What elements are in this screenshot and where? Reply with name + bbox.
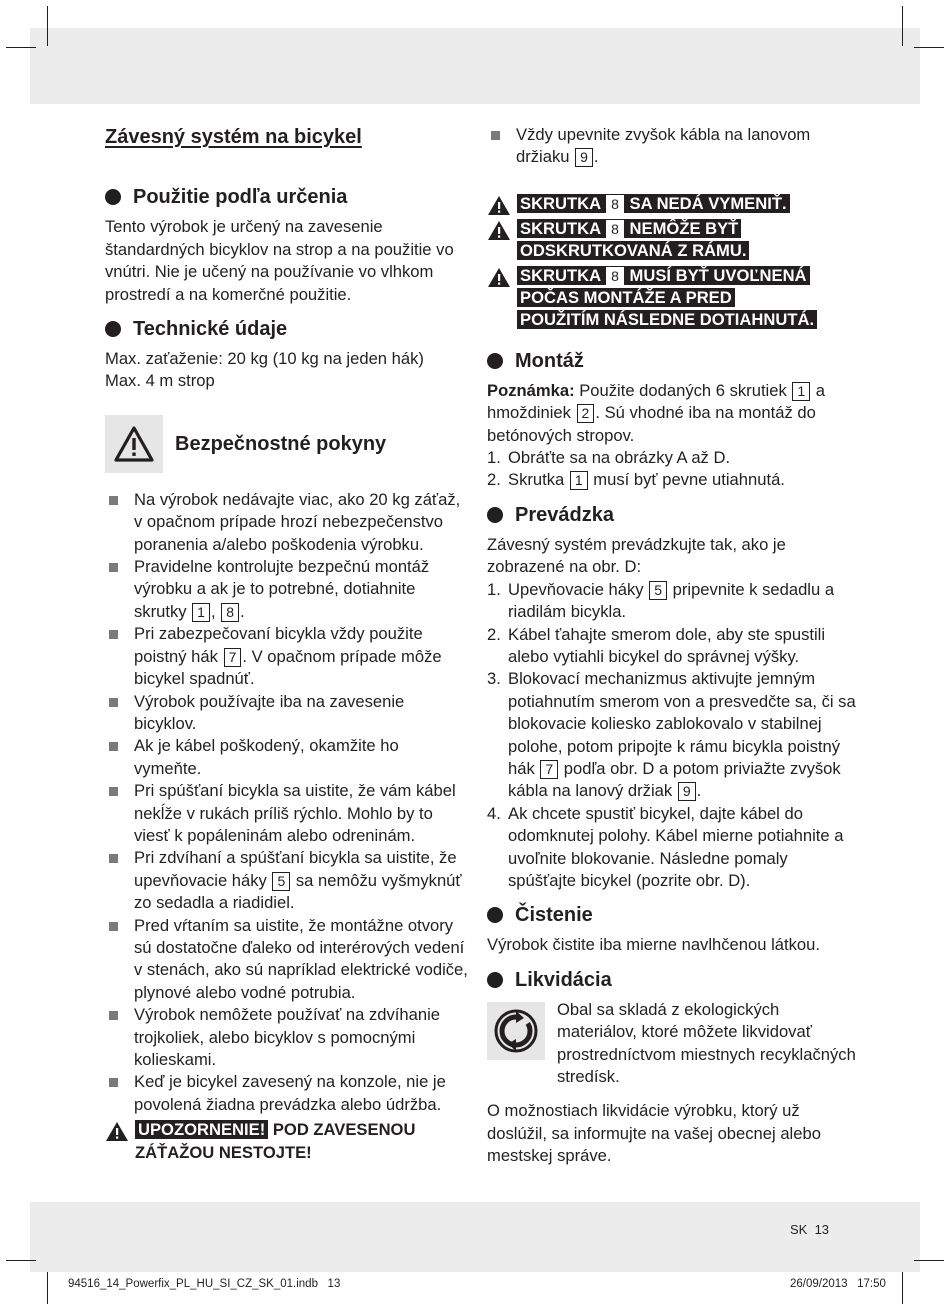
operation-intro: Závesný systém prevádzkujte tak, ako je zobrazené na obr. D: <box>487 534 786 577</box>
safety-list <box>105 489 470 1116</box>
part-ref: 5 <box>272 872 290 891</box>
warning-icon <box>105 1121 129 1142</box>
bullet-icon <box>487 353 503 369</box>
intended-use-heading-text: Použitie podľa určenia <box>133 186 348 209</box>
list-item: Vždy upevnite zvyšok kábla na lanovom držiaku 9 . <box>487 124 857 169</box>
bullet-icon <box>105 189 121 205</box>
crop-mark <box>6 47 36 48</box>
bullet-icon <box>487 907 503 923</box>
bullet-icon <box>487 507 503 523</box>
screw-warning-2: SKRUTKA 8 NEMÔŽE BYŤ ODSKRUTKOVANÁ Z RÁMU. <box>487 218 857 263</box>
footer-band <box>30 1202 920 1272</box>
tech-line-ceiling: Max. 4 m strop <box>105 371 215 391</box>
operation-heading <box>487 502 857 528</box>
part-ref: 7 <box>224 648 242 667</box>
part-ref: 1 <box>792 382 810 401</box>
part-ref: 1 <box>192 603 210 622</box>
part-ref: 8 <box>606 195 624 214</box>
warning-label: UPOZORNENIE! <box>135 1120 268 1139</box>
footer-file: 94516_14_Powerfix_PL_HU_SI_CZ_SK_01.indb 13 <box>68 1278 341 1290</box>
list-item: 4. Ak chcete spustiť bicykel, dajte kábel do odomknutej polohy. Kábel mierne potiahnite a uvoľnite blokovanie. Následne pomaly spúšťajte bicykel (pozrite obr. D). <box>487 803 844 890</box>
warning-icon <box>105 415 163 473</box>
list-item: Keď je bicykel zavesený na konzole, nie je povolená žiadna prevádzka alebo údržba. <box>105 1071 470 1116</box>
disposal-packaging <box>487 999 857 1089</box>
hang-warning <box>105 1119 470 1164</box>
disposal-text-packaging: Obal sa skladá z ekologických materiálov, ktoré môžete likvidovať prostredníctvom miestnych recyklačných stredísk. <box>557 999 856 1086</box>
disposal-heading <box>487 967 857 993</box>
assembly-note: Poznámka: Použite dodaných 6 skrutiek 1 a hmoždiniek 2 . Sú vhodné iba na montáž do betónových stropov. <box>487 380 826 445</box>
header-band <box>30 28 920 104</box>
intended-use-heading <box>105 184 470 210</box>
part-ref: 8 <box>606 220 624 239</box>
part-ref: 7 <box>540 760 558 779</box>
bullet-icon <box>105 321 121 337</box>
crop-mark <box>47 6 48 46</box>
part-ref: 5 <box>649 581 667 600</box>
screw-warning-1: SKRUTKA 8 SA NEDÁ VYMENIŤ. <box>487 193 857 216</box>
list-item: Pri zdvíhaní a spúšťaní bicykla sa uistite, že upevňovacie háky 5 sa nemôžu vyšmyknúť zo sedadla a riadidiel. <box>105 847 470 914</box>
crop-mark <box>902 1272 903 1304</box>
right-column <box>487 124 857 1168</box>
intended-use-text: Tento výrobok je určený na zavesenie štandardných bicyklov na strop a na použitie vo vnútri. Nie je učený na používanie vo vlhkom prostredí a na komerčné použitie. <box>105 217 454 304</box>
cleaning-heading-text: Čistenie <box>515 904 593 927</box>
list-item: Pri zabezpečovaní bicykla vždy použite poistný hák 7 . V opačnom prípade môže bicykel spadnúť. <box>105 623 470 690</box>
crop-mark <box>6 1260 36 1261</box>
warning-icon <box>487 220 511 241</box>
list-item: Výrobok nemôžete používať na zdvíhanie trojkoliek, alebo bicyklov s pomocnými kolieskami. <box>105 1004 470 1071</box>
list-item: 1. Obráťte sa na obrázky A až D. <box>487 448 731 468</box>
tech-heading-text: Technické údaje <box>133 318 288 341</box>
crop-mark <box>902 6 903 46</box>
crop-mark <box>47 1272 48 1304</box>
page-title: Závesný systém na bicykel <box>105 126 362 148</box>
list-item: Ak je kábel poškodený, okamžite ho vymeňte. <box>105 735 470 780</box>
assembly-steps <box>487 447 857 492</box>
green-dot-recycle-icon <box>487 1002 545 1060</box>
operation-steps <box>487 579 857 893</box>
tech-heading <box>105 316 470 342</box>
assembly-heading-text: Montáž <box>515 349 584 372</box>
warning-text: POD ZAVESENOU ZÁŤAŽOU NESTOJTE! <box>135 1120 416 1162</box>
list-item: 2. Kábel ťahajte smerom dole, aby ste spustili alebo vytiahli bicykel do správnej výšky. <box>487 624 826 666</box>
list-item: Na výrobok nedávajte viac, ako 20 kg záťaž, v opačnom prípade hrozí nebezpečenstvo poranenia a/alebo poškodenia výrobku. <box>105 489 470 556</box>
operation-heading-text: Prevádzka <box>515 503 614 526</box>
cleaning-heading <box>487 902 857 928</box>
list-item: Pravidelne kontrolujte bezpečnú montáž výrobku a ak je to potrebné, dotiahnite skrutky 1 , 8 . <box>105 556 470 623</box>
footer-date: 26/09/2013 17:50 <box>790 1278 886 1290</box>
cleaning-text: Výrobok čistite iba mierne navlhčenou látkou. <box>487 935 820 955</box>
bullet-icon <box>487 972 503 988</box>
safety-heading <box>105 415 470 473</box>
tech-line-load: Max. zaťaženie: 20 kg (10 kg na jeden hák) <box>105 349 424 369</box>
part-ref: 9 <box>575 148 593 167</box>
assembly-heading <box>487 348 857 374</box>
list-item: Výrobok používajte iba na zavesenie bicyklov. <box>105 691 470 736</box>
list-item: Pred vŕtaním sa uistite, že montážne otvory sú dostatočne ďaleko od interérových vedení v stenách, ako sú napríklad elektrické vodiče, plynové alebo vodné potrubia. <box>105 915 470 1005</box>
cable-list <box>487 124 857 169</box>
crop-mark <box>914 47 944 48</box>
part-ref: 8 <box>221 603 239 622</box>
left-column <box>105 124 470 1164</box>
warning-icon <box>487 195 511 216</box>
disposal-text-product: O možnostiach likvidácie výrobku, ktorý už doslúžil, sa informujte na vašej obecnej alebo mestskej správe. <box>487 1101 821 1166</box>
list-item: 3. Blokovací mechanizmus aktivujte jemným potiahnutím smerom von a presvedčte sa, či sa blokovacie koliesko zablokovalo v stabilnej polohe, potom pripojte k rámu bicykla poistný hák 7 podľa obr. D a potom priviažte zvyšok kábla na lanový držiak 9 . <box>487 669 856 801</box>
part-ref: 9 <box>678 782 696 801</box>
disposal-heading-text: Likvidácia <box>515 968 612 991</box>
list-item: 2. Skrutka 1 musí byť pevne utiahnutá. <box>487 470 785 490</box>
screw-warning-3: SKRUTKA 8 MUSÍ BYŤ UVOĽNENÁ POČAS MONTÁŽE A PRED POUŽITÍM NÁSLEDNE DOTIAHNUTÁ. <box>487 265 857 332</box>
list-item: Pri spúšťaní bicykla sa uistite, že vám kábel nekĺže v rukách príliš rýchlo. Mohlo by to viesť k popáleninám alebo odreninám. <box>105 780 470 847</box>
list-item: 1. Upevňovacie háky 5 pripevnite k sedadlu a riadilám bicykla. <box>487 579 835 622</box>
part-ref: 8 <box>606 267 624 286</box>
part-ref: 1 <box>570 471 588 490</box>
crop-mark <box>914 1260 944 1261</box>
safety-heading-text: Bezpečnostné pokyny <box>175 432 387 455</box>
warning-icon <box>487 267 511 288</box>
part-ref: 2 <box>577 404 595 423</box>
page-number: SK 13 <box>790 1222 830 1237</box>
